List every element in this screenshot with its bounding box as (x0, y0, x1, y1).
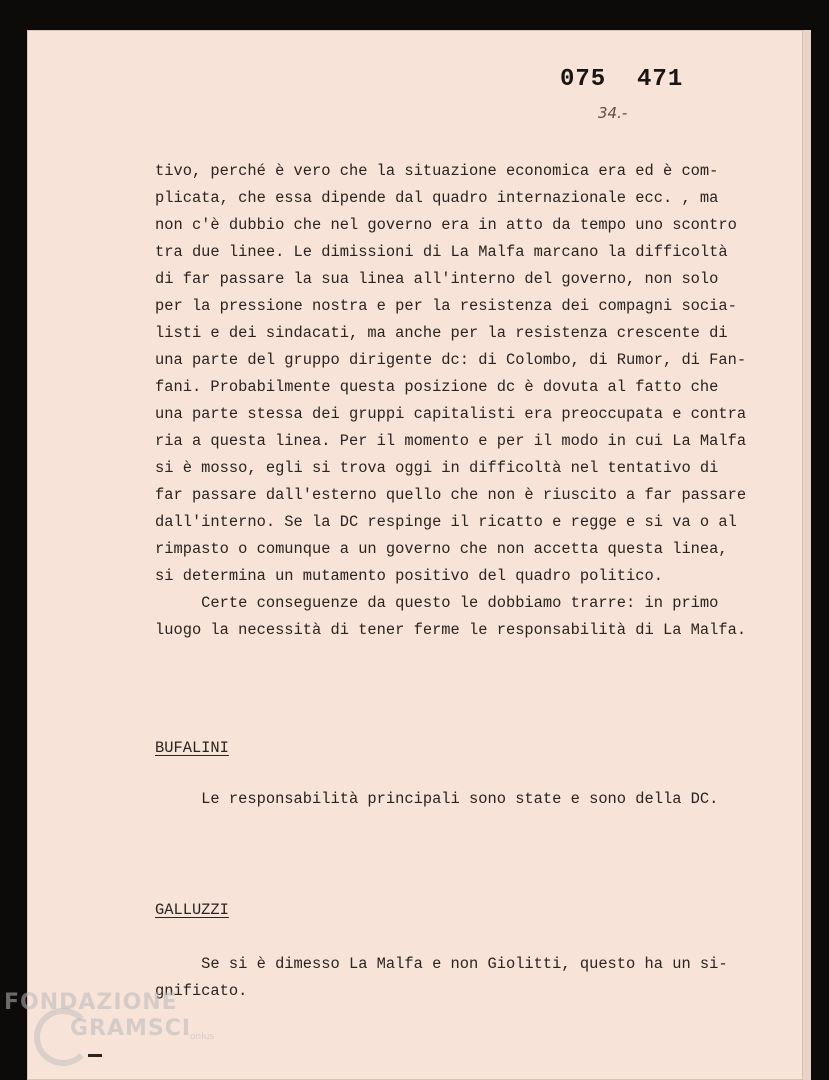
text-line: fani. Probabilmente questa posizione dc è dovuta al fatto che (155, 378, 719, 396)
text-line: per la pressione nostra e per la resistenza dei compagni socia- (155, 297, 737, 315)
text-line: tivo, perché è vero che la situazione economica era ed è com- (155, 162, 719, 180)
text-line: tra due linee. Le dimissioni di La Malfa marcano la difficoltà (155, 243, 728, 261)
speaker-name: BUFALINI (155, 739, 229, 757)
text-line: non c'è dubbio che nel governo era in atto da tempo uno scontro (155, 216, 737, 234)
text-line: si è mosso, egli si trova oggi in difficoltà nel tentativo di (155, 459, 719, 477)
watermark-logo (0, 990, 240, 1080)
text-line: una parte stessa dei gruppi capitalisti era preoccupata e contra (155, 405, 747, 423)
watermark-small: onlus (190, 1032, 215, 1042)
text-line: luogo la necessità di tener ferme le responsabilità di La Malfa. (155, 621, 747, 639)
speaker-text: Se si è dimesso La Malfa e non Giolitti, questo ha un si- (155, 955, 728, 973)
text-line: far passare dall'esterno quello che non è riuscito a far passare (155, 486, 747, 504)
watermark-line-1: FONDAZIONE (4, 990, 178, 1015)
watermark-line-2: GRAMSCI (70, 1016, 192, 1041)
text-line: rimpasto o comunque a un governo che non accetta questa linea, (155, 540, 728, 558)
text-line: dall'interno. Se la DC respinge il ricatto e regge e si va o al (155, 513, 737, 531)
text-line: di far passare la sua linea all'interno del governo, non solo (155, 270, 719, 288)
text-line: Certe conseguenze da questo le dobbiamo trarre: in primo (155, 594, 719, 612)
text-line: listi e dei sindacati, ma anche per la resistenza crescente di (155, 324, 728, 342)
text-line: plicata, che essa dipende dal quadro internazionale ecc. , ma (155, 189, 719, 207)
speaker-text: gnificato. (155, 982, 248, 1000)
speaker-name: GALLUZZI (155, 901, 229, 919)
speaker-text: Le responsabilità principali sono state e sono della DC. (155, 790, 719, 808)
page-mark (88, 1054, 102, 1057)
text-line: ria a questa linea. Per il momento e per il modo in cui La Malfa (155, 432, 747, 450)
page-number: 34.- (598, 104, 628, 122)
page-edge (803, 30, 811, 1080)
archive-number: 075 471 (560, 66, 684, 93)
text-line: si determina un mutamento positivo del quadro politico. (155, 567, 663, 585)
text-line: una parte del gruppo dirigente dc: di Colombo, di Rumor, di Fan- (155, 351, 747, 369)
